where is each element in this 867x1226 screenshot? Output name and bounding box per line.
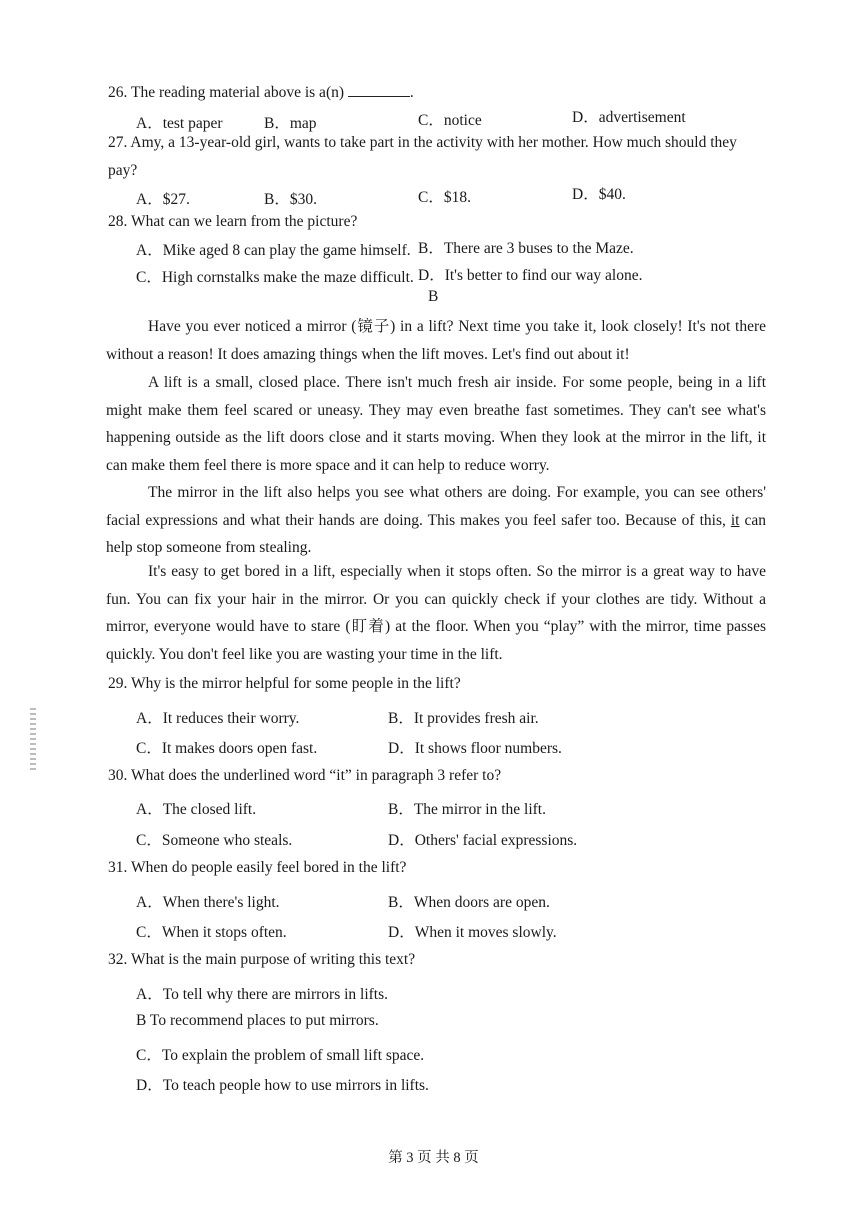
question-27 — [108, 134, 737, 152]
question-stem: When do people easily feel bored in the lift? — [130, 859, 407, 876]
question-stem: Why is the mirror helpful for some people in the lift? — [130, 675, 461, 692]
section-heading: B — [428, 288, 439, 305]
question-31 — [108, 859, 406, 877]
question-29 — [108, 675, 461, 693]
option-a: A．$27. — [136, 191, 190, 208]
paragraph-2: A lift is a small, closed place. There isn't much fresh air inside. For some people, being in a lift might make them feel scared or uneasy. They may even breathe fast sometimes. They can't see what's happening outside as the lift doors close and it starts moving. When they look at the mirror in the lift, it can make them feel there is more space and it can help to reduce worry. — [106, 374, 766, 474]
question-26: 26. The reading material above is a(n) . — [108, 84, 414, 101]
question-number: 32. — [108, 951, 128, 968]
question-stem: The reading material above is a(n) — [130, 84, 345, 101]
option-a: A．test paper — [136, 115, 223, 132]
option-b: B．It provides fresh air. — [388, 710, 539, 727]
question-number: 30. — [108, 767, 128, 784]
question-32 — [108, 951, 415, 969]
option-a: A．It reduces their worry. — [136, 710, 300, 727]
question-number: 29. — [108, 675, 128, 692]
question-stem: Amy, a 13-year-old girl, wants to take part in the activity with her mother. How much should they — [130, 134, 737, 151]
question-stem: What can we learn from the picture? — [130, 213, 358, 230]
paragraph-3: The mirror in the lift also helps you see what others are doing. For example, you can see others' facial expressions and what their hands are doing. This makes you feel safer too. Because of this, it can help stop someone from stealing. — [106, 484, 766, 556]
question-28 — [108, 213, 357, 231]
binding-margin-mark — [30, 708, 36, 770]
option-d: D．advertisement — [572, 109, 686, 126]
option-a: A．When there's light. — [136, 894, 280, 911]
option-b: B．When doors are open. — [388, 894, 550, 911]
option-c: C．Someone who steals. — [136, 832, 293, 849]
question-stem: What does the underlined word “it” in paragraph 3 refer to? — [130, 767, 502, 784]
question-number: 27. — [108, 134, 128, 151]
option-d: D．$40. — [572, 186, 626, 203]
option-b: B．The mirror in the lift. — [388, 801, 546, 818]
option-a: A．The closed lift. — [136, 801, 257, 818]
option-d: D．To teach people how to use mirrors in lifts. — [136, 1077, 429, 1094]
option-a: A．To tell why there are mirrors in lifts. — [136, 986, 389, 1003]
paragraph-4: It's easy to get bored in a lift, especially when it stops often. So the mirror is a great way to have fun. You can fix your hair in the mirror. Or you can quickly check if your clothes are tidy. Without a mirror, everyone would have to stare (盯着) at the floor. When you “play” with the mirror, time passes quickly. You don't feel like you are wasting your time in the lift. — [106, 563, 766, 663]
question-stem: What is the main purpose of writing this text? — [130, 951, 416, 968]
option-b: B．There are 3 buses to the Maze. — [418, 240, 634, 257]
underlined-word-it: it — [730, 511, 740, 529]
option-c: C．High cornstalks make the maze difficult. — [136, 269, 414, 286]
page-number-footer: 第 3 页 共 8 页 — [388, 1150, 479, 1166]
option-d: D．It's better to find our way alone. — [418, 267, 643, 284]
question-30 — [108, 767, 501, 785]
option-b: B To recommend places to put mirrors. — [136, 1012, 379, 1029]
option-d: D．It shows floor numbers. — [388, 740, 562, 757]
answer-blank — [348, 84, 410, 97]
option-c: C．$18. — [418, 189, 471, 206]
option-d: D．When it moves slowly. — [388, 924, 557, 941]
question-number: 31. — [108, 859, 128, 876]
paragraph-1: Have you ever noticed a mirror (镜子) in a lift? Next time you take it, look closely! It's not there without a reason! It does amazing things when the lift moves. Let's find out about it! — [106, 318, 766, 363]
option-c: C．notice — [418, 112, 482, 129]
option-a: A．Mike aged 8 can play the game himself. — [136, 242, 411, 259]
question-27-cont: pay? — [108, 162, 138, 179]
option-c: C．When it stops often. — [136, 924, 287, 941]
option-b: B．$30. — [264, 191, 317, 208]
question-number: 26. — [108, 84, 128, 101]
question-number: 28. — [108, 213, 128, 230]
option-b: B．map — [264, 115, 317, 132]
option-d: D．Others' facial expressions. — [388, 832, 578, 849]
option-c: C．It makes doors open fast. — [136, 740, 318, 757]
option-c: C．To explain the problem of small lift space. — [136, 1047, 425, 1064]
